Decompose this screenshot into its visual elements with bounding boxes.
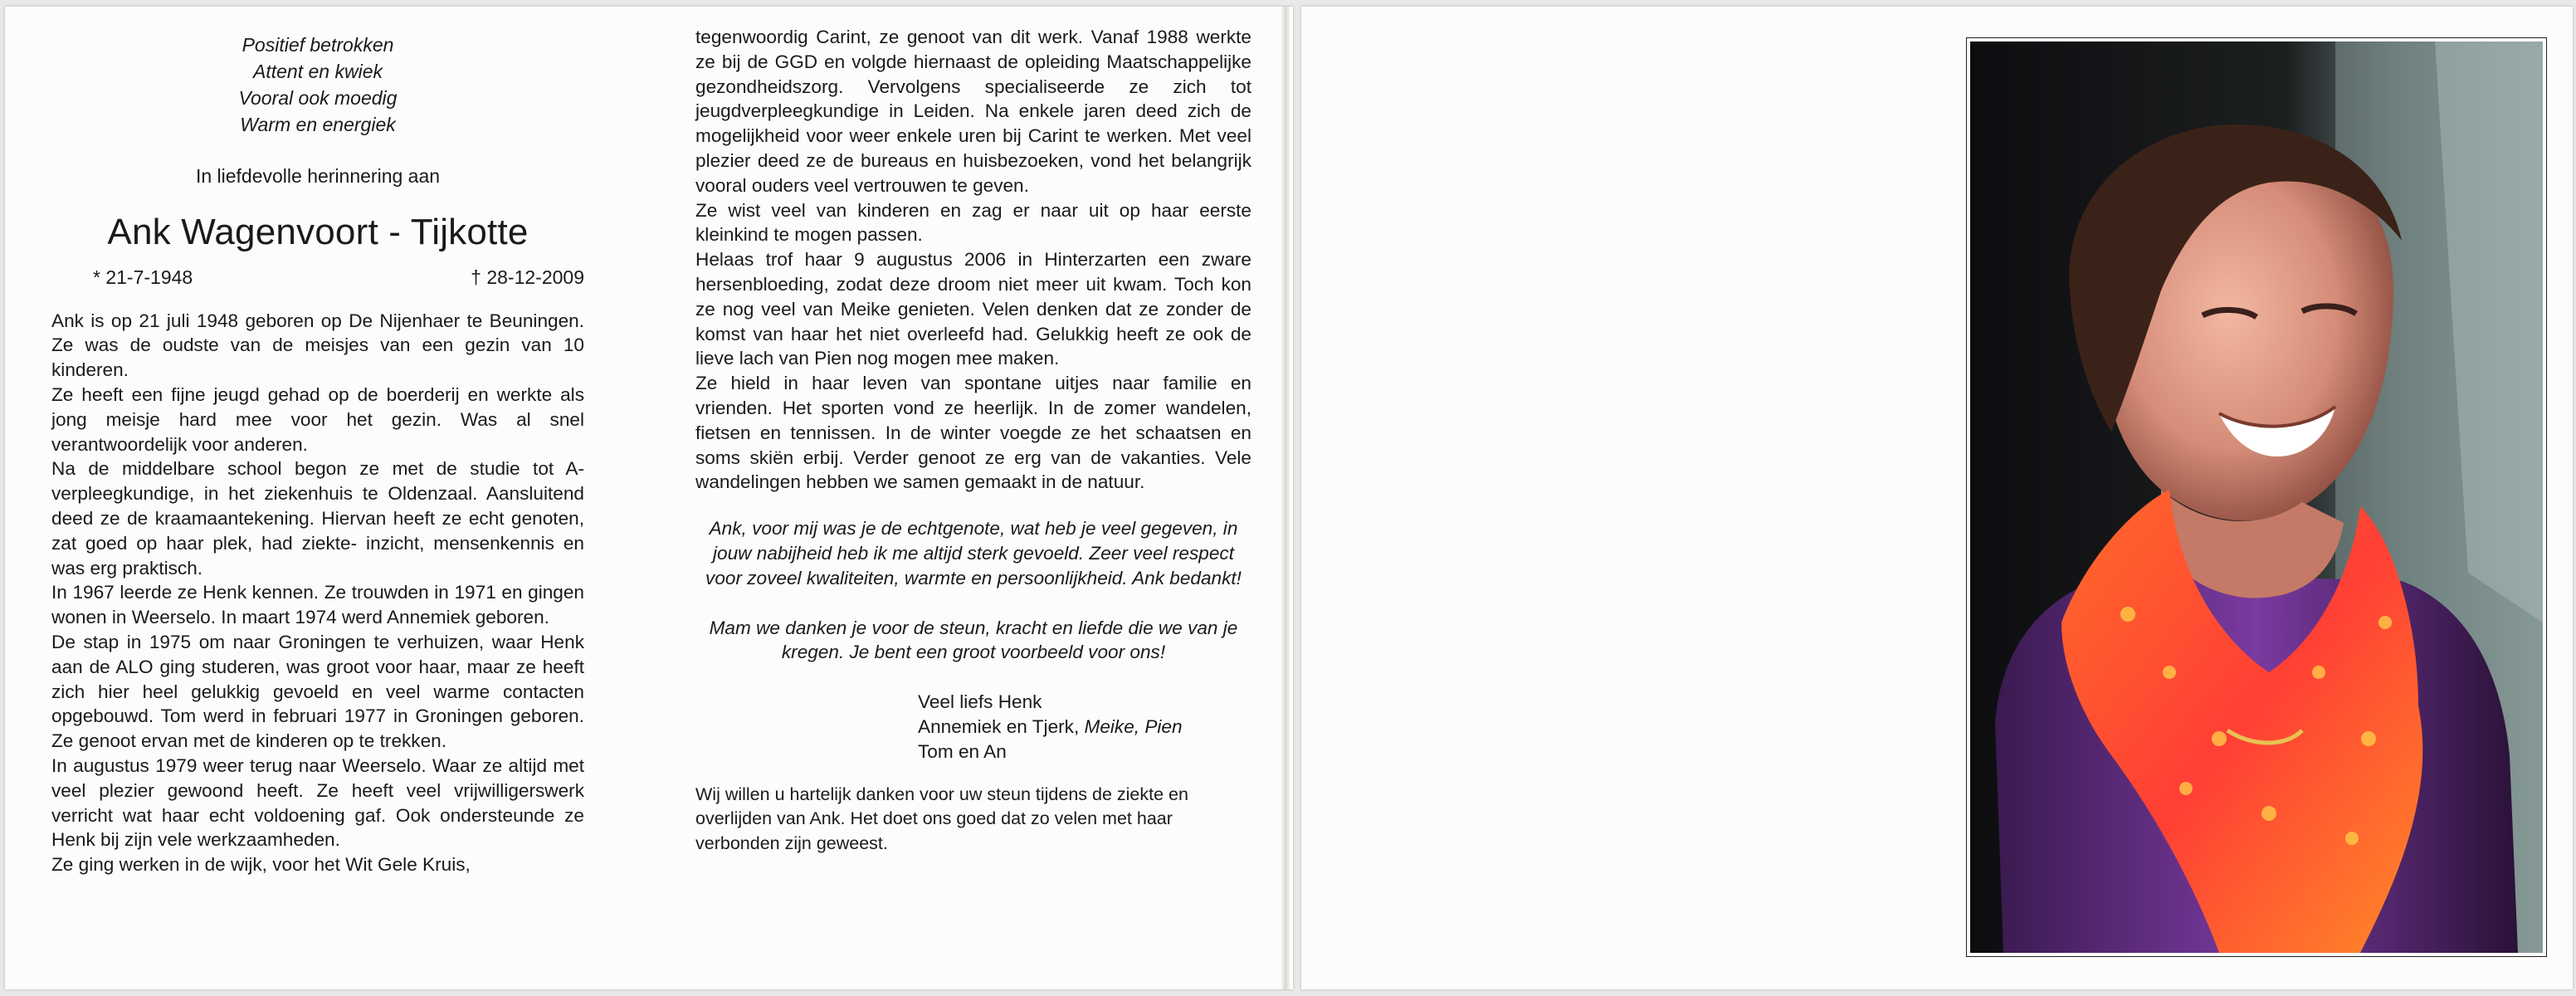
grandchildren-names: Meike, Pien [1084,715,1183,737]
biography-paragraph: tegenwoordig Carint, ze genoot van dit werk. Vanaf 1988 werkte ze bij de GGD en volgde hiernaast de opleiding Maatschappelijke gezondheidszorg. Vervolgens specialiseerde ze zich tot jeugdverpleegkundige in Leiden. Na enkele jaren deed zich de mogelijkheid voor weer enkele uren bij Carint te werken. Met veel plezier deed ze de bureaus en huisbezoeken, vond het belangrijk vooral ouders veel vertrouwen te geven. [695,27,1251,196]
signature-names: Annemiek en Tjerk, [918,715,1085,737]
biography-part-1 [51,309,584,877]
card-fold [1281,7,1290,989]
biography-part-2 [695,25,1251,495]
card-inner-spread [5,7,1293,989]
biography-paragraph: In 1967 leerde ze Henk kennen. Ze trouwden in 1971 en gingen wonen in Weerselo. In maart 1974 werd Annemiek geboren. [51,582,584,628]
poem-line: Attent en kwiek [253,61,383,82]
biography-paragraph: Ze ging werken in de wijk, voor het Wit Gele Kruis, [51,854,471,876]
poem-line: Warm en energiek [240,114,396,135]
biography-paragraph: Helaas trof haar 9 augustus 2006 in Hinterzarten een zware hersenbloeding, zodat deze droom niet meer uit kwam. Toch kon ze nog veel van Meike genieten. Velen denken dat ze zonder de komst van haar het niet overleefd had. Gelukkig heeft ze ook de lieve lach van Pien nog mogen mee maken. [695,249,1251,369]
biography-paragraph: Ank is op 21 juli 1948 geboren op De Nijenhaer te Beuningen. Ze was de oudste van de meisjes van een gezin van 10 kinderen. [51,310,584,381]
biography-paragraph: Ze wist veel van kinderen en zag er naar uit op haar eerste kleinkind te mogen passen. [695,199,1251,246]
tribute-paragraph: Mam we danken je voor de steun, kracht en liefde die we van je kregen. Je bent een groot voorbeeld voor ons! [709,617,1238,663]
biography-paragraph: De stap in 1975 om naar Groningen te verhuizen, waar Henk aan de ALO ging studeren, was groot voor haar, maar ze heeft zich hier heel gelukkig gevoeld en veel warme contacten opgebouwd. Tom werd in februari 1977 in Groningen geboren. Ze genoot ervan met de kinderen op te trekken. [51,631,584,752]
life-dates [51,266,584,290]
poem-line: Positief betrokken [242,34,394,56]
birth-date: * 21-7-1948 [93,266,193,288]
biography-paragraph: Ze heeft een fijne jeugd gehad op de boerderij en werkte als jong meisje hard mee voor het gezin. Was al snel verantwoordelijk voor anderen. [51,383,584,455]
signature-line: Veel liefs Henk [918,691,1042,713]
biography-paragraph: Na de middelbare school begon ze met de studie tot A-verpleegkundige, in het ziekenhuis te Oldenzaal. Aansluitend deed ze de kraamaantekening. Hiervan heeft ze echt genoten, zat goed op haar plek, had ziekte- inzicht, mensenkennis en was erg praktisch. [51,458,584,579]
memory-line: In liefdevolle herinnering aan [195,165,441,187]
biography-paragraph: Ze hield in haar leven van spontane uitjes naar familie en vrienden. Het sporten vond ze heerlijk. In de zomer wandelen, fietsen en tennissen. In de winter voegde ze het schaatsen en soms skiën erbij. Verder genoot ze erg van de vakanties. Vele wandelingen hebben we samen gemaakt in de natuur. [695,373,1251,493]
tribute [695,516,1251,665]
tribute-paragraph: Ank, voor mij was je de echtgenote, wat heb je veel gegeven, in jouw nabijheid heb ik me altijd sterk gevoeld. Zeer veel respect voor zoveel kwaliteiten, warmte en persoonlijkheid. Ank bedankt! [705,518,1242,588]
biography-paragraph: In augustus 1979 weer terug naar Weerselo. Waar ze altijd met veel plezier gewoond heeft. Ze heeft veel vrijwilligerswerk verricht wat haar echt voldoening gaf. Ook ondersteunde ze Henk bij zijn vele werkzaamheden. [51,754,584,851]
death-date: † 28-12-2009 [471,266,584,288]
poem [51,32,584,138]
signature-line: Tom en An [918,740,1007,762]
right-column [695,25,1251,856]
deceased-name: Ank Wagenvoort - Tijkotte [107,211,529,252]
signature-line [918,715,1251,740]
thanks-note: Wij willen u hartelijk danken voor uw steun tijdens de ziekte en overlijden van Ank. Het doet ons goed dat zo velen met haar verbonden zijn geweest. [695,784,1188,853]
left-column [51,25,584,877]
poem-line: Vooral ook moedig [238,87,398,109]
signature [918,690,1251,764]
portrait-photo [1967,38,2546,956]
